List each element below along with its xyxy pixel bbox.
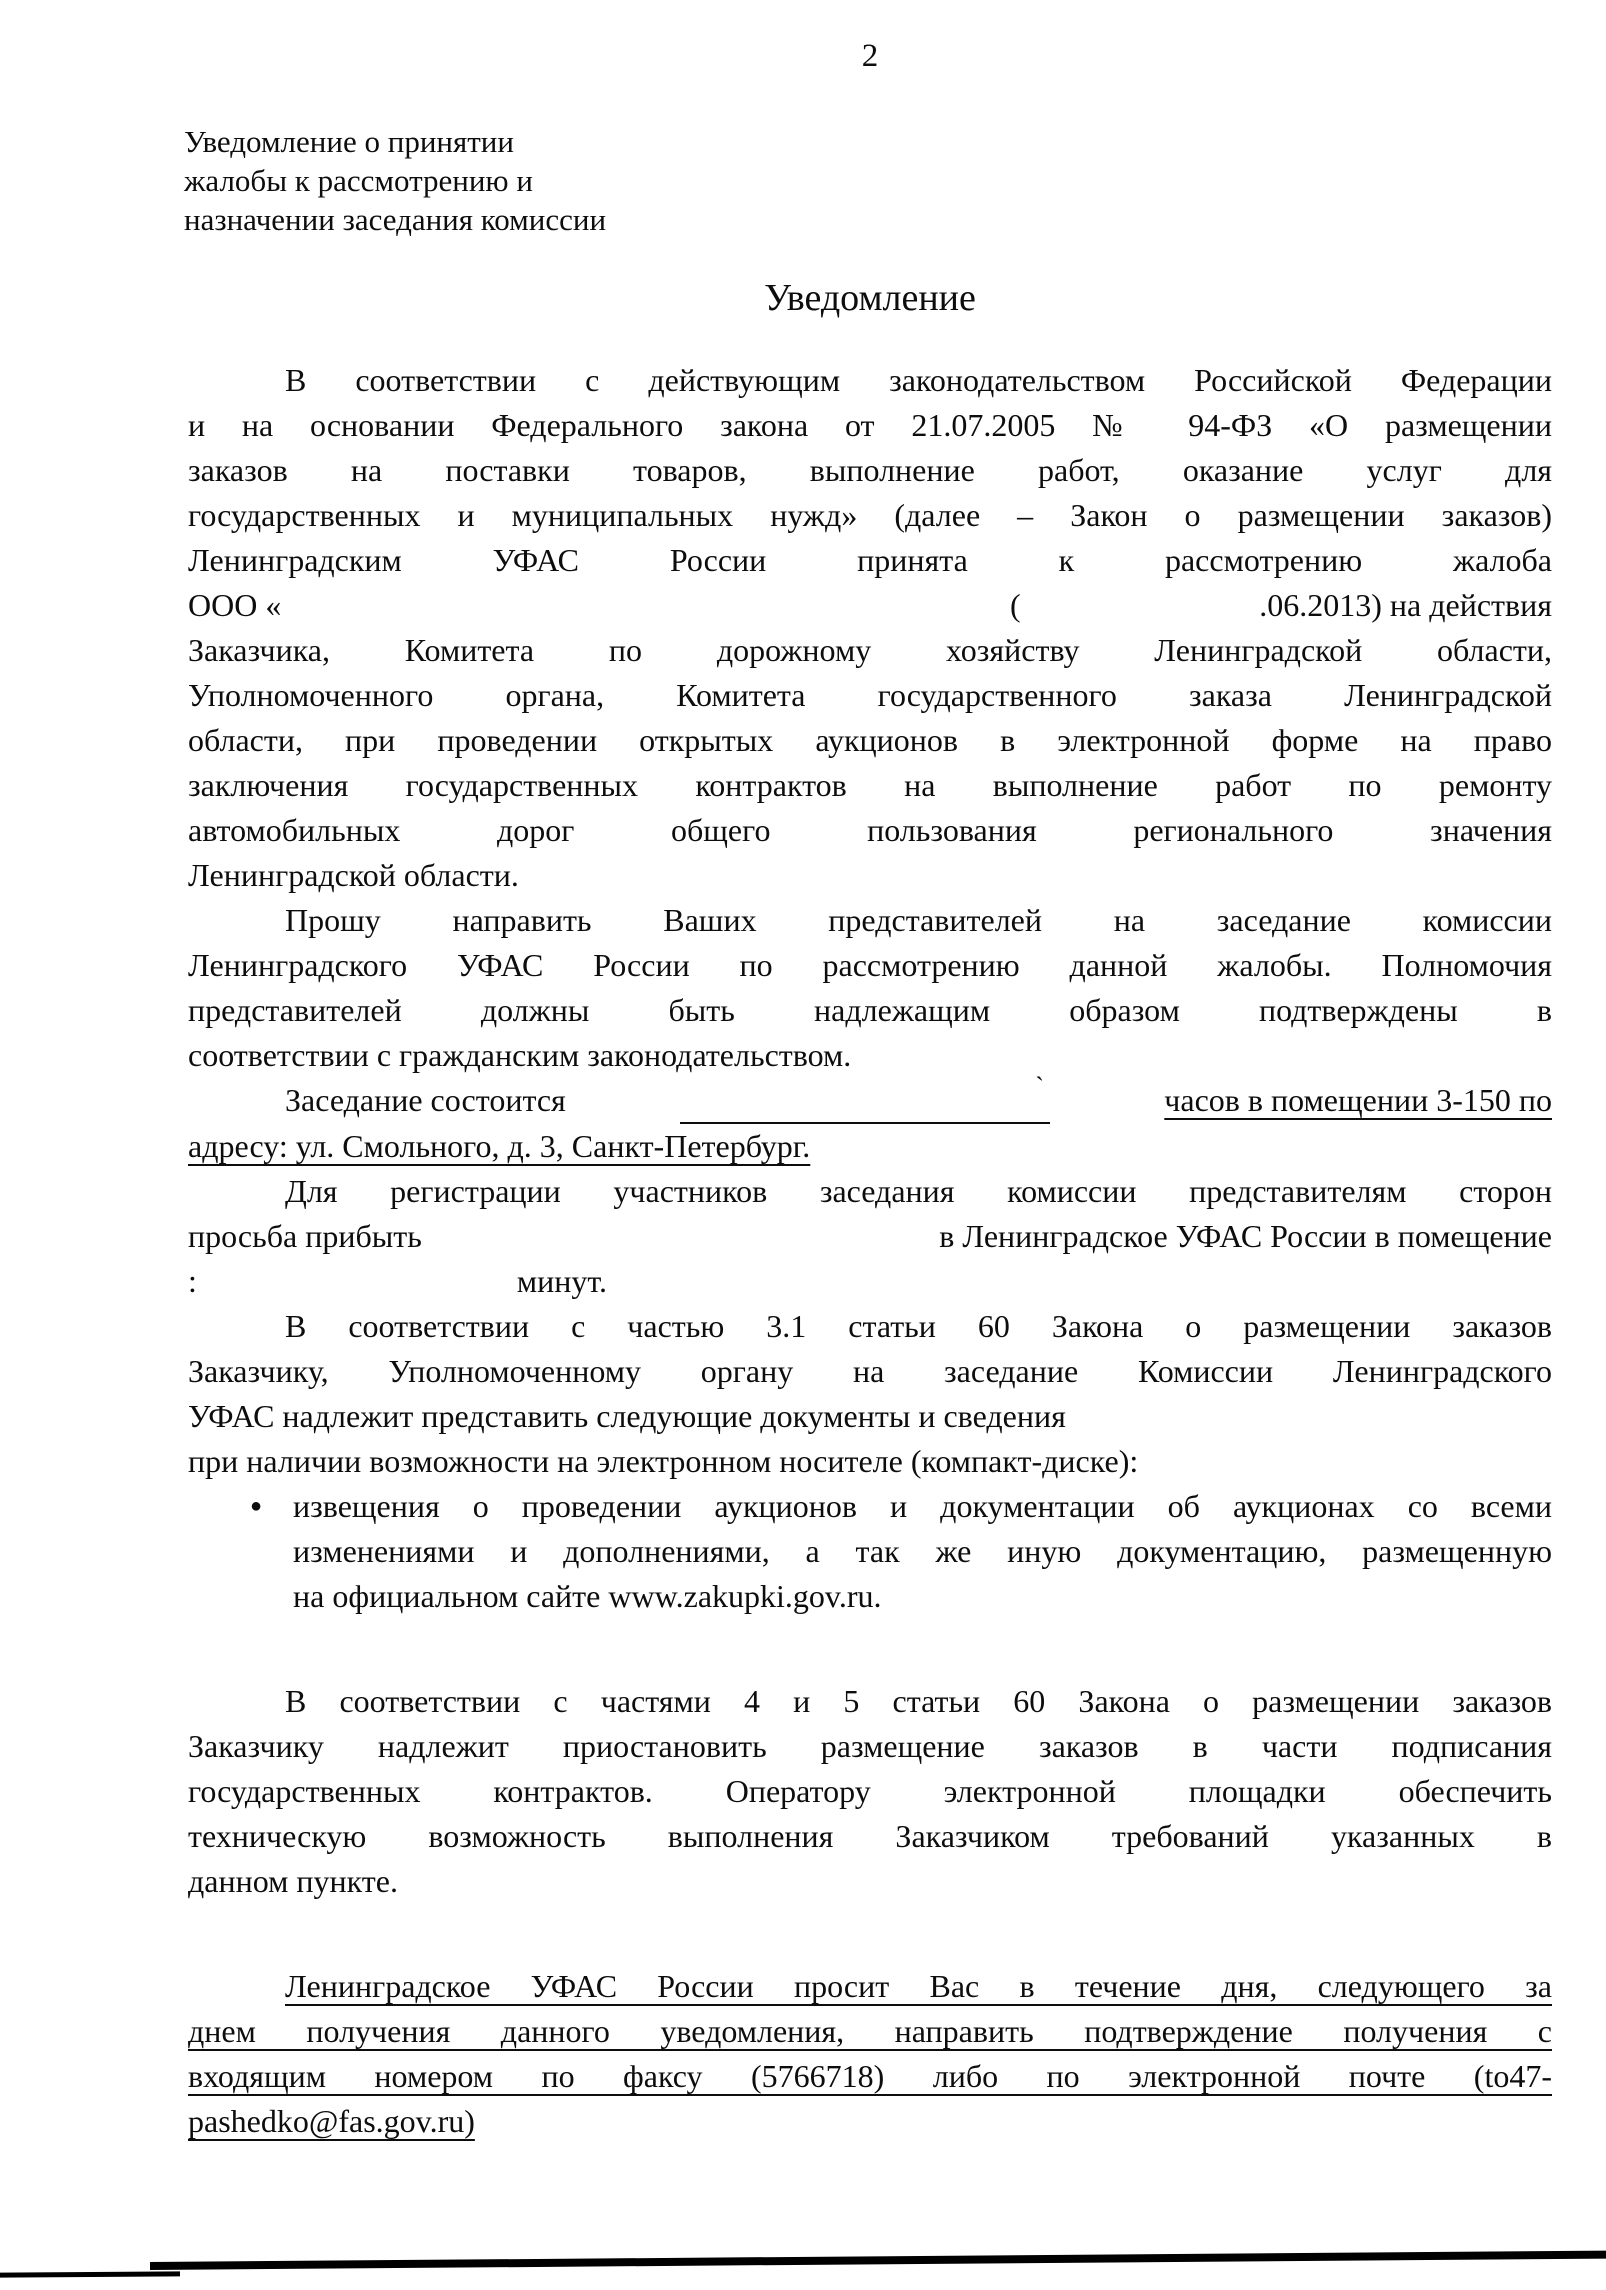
scan-artifact-line xyxy=(150,2249,1606,2270)
doc-text-segment: .06.2013) на действия xyxy=(1259,587,1552,623)
reference-header-line: жалобы к рассмотрению и xyxy=(184,163,533,198)
redacted-blank xyxy=(326,583,966,628)
doc-line: заказов на поставки товаров, выполнение работ, оказание услуг для xyxy=(188,452,1552,488)
doc-line: Прошу направить Ваших представителей на заседание комиссии xyxy=(285,902,1552,938)
doc-line: государственных контрактов. Оператору электронной площадки обеспечить xyxy=(188,1773,1552,1809)
doc-line: В соответствии с частью 3.1 статьи 60 Закона о размещении заказов xyxy=(285,1308,1552,1344)
reference-header xyxy=(184,122,606,239)
doc-line: адресу: ул. Смольного, д. 3, Санкт-Петербург. xyxy=(188,1128,811,1164)
doc-line xyxy=(188,1072,1552,1124)
doc-text-segment: минут. xyxy=(516,1263,607,1299)
doc-line: и на основании Федерального закона от 21.07.2005 № 94-ФЗ «О размещении xyxy=(188,407,1552,443)
doc-text-segment: : xyxy=(188,1263,197,1299)
doc-line: входящим номером по факсу (5766718) либо по электронной почте (to47- xyxy=(188,2058,1552,2094)
doc-text-segment: часов в помещении 3-150 по xyxy=(1164,1082,1552,1118)
paragraph-spacer xyxy=(188,1904,1552,1964)
doc-line: pashedko@fas.gov.ru) xyxy=(188,2103,475,2139)
reference-header-line: назначении заседания комиссии xyxy=(184,202,607,237)
doc-line: на официальном сайте www.zakupki.gov.ru. xyxy=(293,1578,882,1614)
redacted-blank xyxy=(551,1214,811,1259)
doc-line: В соответствии с действующим законодательством Российской Федерации xyxy=(285,362,1552,398)
doc-line xyxy=(188,583,1552,628)
doc-line: Уполномоченного органа, Комитета государственного заказа Ленинградской xyxy=(188,677,1552,713)
doc-line: техническую возможность выполнения Заказчиком требований указанных в xyxy=(188,1818,1552,1854)
redacted-blank xyxy=(1065,583,1215,628)
doc-line: заключения государственных контрактов на выполнение работ по ремонту xyxy=(188,767,1552,803)
doc-line xyxy=(188,1214,1552,1259)
doc-line: Ленинградской области. xyxy=(188,857,519,893)
doc-line: днем получения данного уведомления, направить подтверждение получения с xyxy=(188,2013,1552,2049)
bullet-marker: ● xyxy=(250,1495,263,1517)
doc-line: автомобильных дорог общего пользования регионального значения xyxy=(188,812,1552,848)
doc-line: Ленинградского УФАС России по рассмотрению данной жалобы. Полномочия xyxy=(188,947,1552,983)
doc-line: Ленинградское УФАС России просит Вас в течение дня, следующего за xyxy=(285,1968,1552,2004)
doc-line: Ленинградским УФАС России принята к рассмотрению жалоба xyxy=(188,542,1552,578)
redacted-blank xyxy=(680,1072,1050,1124)
page-number: 2 xyxy=(861,38,879,74)
doc-line: представителей должны быть надлежащим образом подтверждены в xyxy=(188,992,1552,1028)
reference-header-line: Уведомление о принятии xyxy=(184,124,514,159)
doc-text-segment: просьба прибыть xyxy=(188,1218,422,1254)
document-body xyxy=(188,358,1552,2144)
doc-line: Заказчика, Комитета по дорожному хозяйству Ленинградской области, xyxy=(188,632,1552,668)
stray-mark: ˋ xyxy=(1035,1072,1045,1101)
document-title: Уведомление xyxy=(764,277,976,319)
paragraph-spacer xyxy=(188,1619,1552,1679)
doc-text-segment: ООО « xyxy=(188,587,282,623)
doc-line: области, при проведении открытых аукционов в электронной форме на право xyxy=(188,722,1552,758)
doc-line: при наличии возможности на электронном носителе (компакт-диске): xyxy=(188,1443,1139,1479)
doc-line: УФАС надлежит представить следующие документы и сведения xyxy=(188,1398,1066,1434)
scan-artifact-line xyxy=(0,2271,180,2277)
doc-line: В соответствии с частями 4 и 5 статьи 60 Закона о размещении заказов xyxy=(285,1683,1552,1719)
doc-line xyxy=(188,1259,1552,1304)
doc-text-segment: ( xyxy=(1009,587,1021,623)
doc-text-segment: Заседание состоится xyxy=(285,1082,566,1118)
redacted-blank xyxy=(197,1259,517,1304)
doc-line: данном пункте. xyxy=(188,1863,398,1899)
doc-line: соответствии с гражданским законодательством. xyxy=(188,1037,852,1073)
doc-line: государственных и муниципальных нужд» (далее – Закон о размещении заказов) xyxy=(188,497,1552,533)
doc-line: Для регистрации участников заседания комиссии представителям сторон xyxy=(285,1173,1552,1209)
doc-text-segment: в Ленинградское УФАС России в помещение xyxy=(939,1218,1552,1254)
doc-line: изменениями и дополнениями, а так же иную документацию, размещенную xyxy=(293,1533,1552,1569)
doc-line: ● извещения о проведении аукционов и документации об аукционах со всеми xyxy=(188,1484,1552,1529)
doc-line: Заказчику, Уполномоченному органу на заседание Комиссии Ленинградского xyxy=(188,1353,1552,1389)
doc-line: Заказчику надлежит приостановить размещение заказов в части подписания xyxy=(188,1728,1552,1764)
